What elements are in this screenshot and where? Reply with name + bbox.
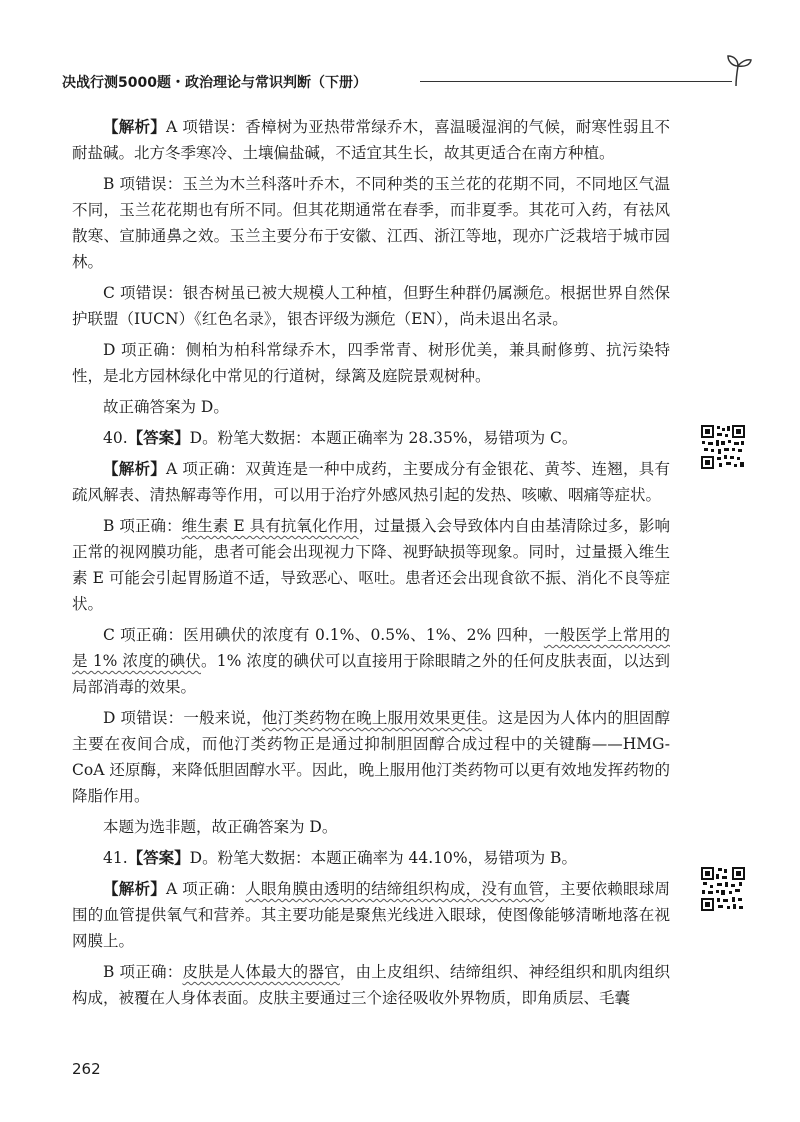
paragraph-analysis-39: 【解析】A 项错误：香樟树为亚热带常绿乔木，喜温暖湿润的气候，耐寒性弱且不耐盐碱。北方冬季寒冷、土壤偏盐碱，不适宜其生长，故其更适合在南方种植。 [72,118,670,162]
qr-code-icon[interactable] [700,424,746,470]
paragraph-40-d: D 项错误：一般来说，他汀类药物在晚上服用效果更佳。这是因为人体内的胆固醇主要在夜间合成，而他汀类药物正是通过抑制胆固醇合成过程中的关键酶——HMG-CoA 还原酶，来降低胆固醇水平。因此，晚上服用他汀类药物可以更有效地发挥药物的降脂作用。 [72,709,670,805]
analysis-label: 【解析】 [103,880,166,898]
key-point: 皮肤是人体最大的器官 [182,963,340,981]
key-point: 一般医学上常用的是 1% 浓度的碘伏 [72,626,670,670]
key-point: 他汀类药物在晚上服用效果更佳 [261,709,482,727]
paragraph-39-b: B 项错误：玉兰为木兰科落叶乔木，不同种类的玉兰花的花期不同，不同地区气温不同，玉兰花花期也有所不同。但其花期通常在春季，而非夏季。其花可入药，有祛风散寒、宣肺通鼻之效。玉兰主要分布于安徽、江西、浙江等地，现亦广泛栽培于城市园林。 [72,175,670,271]
paragraph-analysis-40: 【解析】A 项正确：双黄连是一种中成药，主要成分有金银花、黄芩、连翘，具有疏风解表、清热解毒等作用，可以用于治疗外感风热引起的发热、咳嗽、咽痛等症状。 [72,460,670,504]
paragraph-answer-41: 41.【答案】D。粉笔大数据：本题正确率为 44.10%，易错项为 B。 [103,849,577,867]
paragraph-40-b: B 项正确：维生素 E 具有抗氧化作用，过量摄入会导致体内自由基清除过多，影响正常的视网膜功能，患者可能会出现视力下降、视野缺损等现象。同时，过量摄入维生素 E 可能会引起胃肠道不适，导致恶心、呕吐。患者还会出现食欲不振、消化不良等症状。 [72,517,670,613]
paragraph-40-c: C 项正确：医用碘伏的浓度有 0.1%、0.5%、1%、2% 四种，一般医学上常用的是 1% 浓度的碘伏。1% 浓度的碘伏可以直接用于除眼睛之外的任何皮肤表面，以达到局部消毒的效果。 [72,626,670,696]
paragraph-39-c: C 项错误：银杏树虽已被大规模人工种植，但野生种群仍属濒危。根据世界自然保护联盟（IUCN）《红色名录》，银杏评级为濒危（EN），尚未退出名录。 [72,284,670,328]
sprout-icon [722,52,752,86]
qr-code-icon[interactable] [700,866,746,912]
paragraph-40-conclusion: 本题为选非题，故正确答案为 D。 [103,818,338,836]
paragraph-answer-40: 40.【答案】D。粉笔大数据：本题正确率为 28.35%，易错项为 C。 [103,429,578,447]
page-number: 262 [72,1060,101,1078]
analysis-label: 【解析】 [103,118,166,136]
header-title: 决战行测5000题・政治理论与常识判断（下册） [62,75,367,91]
header-rule [420,81,732,82]
paragraph-analysis-41: 【解析】A 项正确：人眼角膜由透明的结缔组织构成，没有血管，主要依赖眼球周围的血管提供氧气和营养。其主要功能是聚焦光线进入眼球，使图像能够清晰地落在视网膜上。 [72,880,670,950]
key-point: 人眼角膜由透明的结缔组织构成，没有血管 [245,880,545,898]
answer-explanations [72,114,670,1016]
answer-label: 【答案】 [127,849,190,867]
key-point: 维生素 E 具有抗氧化作用 [181,517,359,535]
analysis-label: 【解析】 [103,460,166,478]
paragraph-41-b: B 项正确：皮肤是人体最大的器官，由上皮组织、结缔组织、神经组织和肌肉组织构成，被覆在人身体表面。皮肤主要通过三个途径吸收外界物质，即角质层、毛囊 [72,963,670,1007]
paragraph-39-conclusion: 故正确答案为 D。 [103,398,229,416]
page-header [62,72,742,94]
answer-label: 【答案】 [127,429,190,447]
paragraph-39-d: D 项正确：侧柏为柏科常绿乔木，四季常青、树形优美，兼具耐修剪、抗污染特性，是北方园林绿化中常见的行道树，绿篱及庭院景观树种。 [72,341,670,385]
